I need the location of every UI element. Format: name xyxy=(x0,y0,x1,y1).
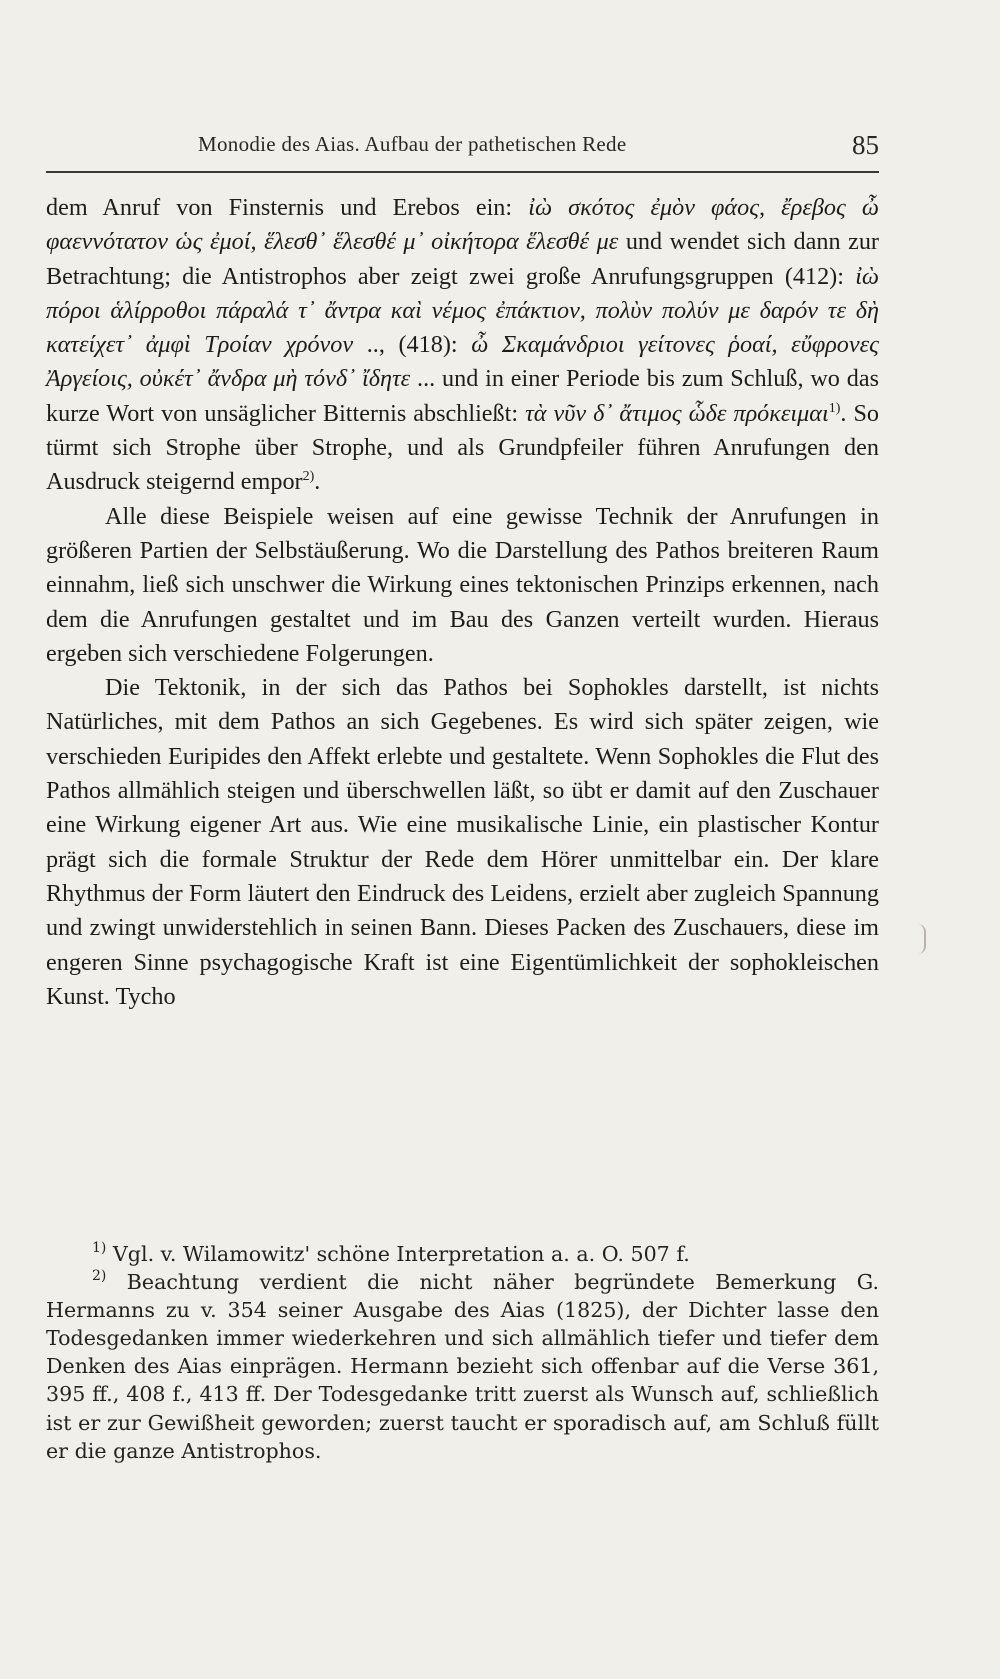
text-run: dem Anruf von Finsternis und Erebos ein: xyxy=(46,194,529,221)
page-header xyxy=(46,132,879,168)
greek-quote: τὰ νῦν δ᾽ ἄτιμος ὧδε πρόκειμαι xyxy=(525,399,829,427)
footnote-ref-2[interactable]: 2) xyxy=(302,469,315,485)
main-text xyxy=(46,191,879,1014)
page-number: 85 xyxy=(852,130,879,160)
text-run: und wendet sich dann zur Betrachtung; die Antistrophos aber zeigt zwei große Anrufungsgruppen (412): xyxy=(46,228,879,290)
footnote-marker: 1) xyxy=(92,1240,107,1256)
footnote-2 xyxy=(46,1268,879,1465)
footnotes xyxy=(46,1240,879,1465)
text-run: . xyxy=(314,468,321,496)
paragraph-2: Alle diese Beispiele weisen auf eine gewisse Technik der Anrufungen in größeren Partien der Selbstäußerung. Wo die Darstellung des Pathos breiteren Raum einnahm, ließ sich unschwer die Wirkung eines tektonischen Prinzips erkennen, nach dem die Anrufungen gestaltet und im Bau des Ganzen verteilt wurden. Hieraus ergeben sich verschiedene Folgerungen. xyxy=(46,502,879,667)
text-run: .., (418): xyxy=(353,331,472,359)
greek-quote: ἰὼ σκότος ἐμὸν φάος, ἔρεβος ὦ φαεννότατον ὡς ἐμοί, ἕλεσθ᾽ ἕλεσθέ μ᾽ οἰκήτορα ἕλεσθέ με xyxy=(46,194,879,256)
margin-bracket-mark xyxy=(918,924,926,954)
greek-quote: ἰὼ πόροι ἁλίρροθοι πάραλά τ᾽ ἄντρα καὶ νέμος ἐπάκτιον, πολὺν πολύν με δαρόν τε δὴ κατείχετ᾽ ἀμφὶ Τροίαν χρόνον xyxy=(46,262,879,359)
running-title: Monodie des Aias. Aufbau der pathetischen Rede xyxy=(198,132,627,156)
text-run: ... und in einer Periode bis zum Schluß, wo das kurze Wort von unsäglicher Bitternis abschließt: xyxy=(46,365,879,427)
footnote-ref-1[interactable]: 1) xyxy=(828,400,841,416)
header-rule xyxy=(46,171,879,173)
greek-quote: ὦ Σκαμάνδριοι γείτονες ῥοαί, εὔφρονες Ἀργείοις, οὐκέτ᾽ ἄνδρα μὴ τόνδ᾽ ἴδητε xyxy=(46,331,879,393)
footnote-1 xyxy=(46,1240,879,1268)
text-run: . So türmt sich Strophe über Strophe, und als Grundpfeiler führen Anrufungen den Ausdruck steigernd empor xyxy=(46,399,880,496)
paragraph-1 xyxy=(46,191,879,500)
paragraph-3: Die Tektonik, in der sich das Pathos bei Sophokles darstellt, ist nichts Natürliches, mit dem Pathos an sich Gegebenes. Es wird sich später zeigen, wie verschieden Euripides den Affekt erlebte und gestaltete. Wenn Sophokles die Flut des Pathos allmählich steigen und überschwellen läßt, so übt er damit auf den Zuschauer eine Wirkung eigener Art aus. Wie eine musikalische Linie, ein plastischer Kontur prägt sich die formale Struktur der Rede dem Hörer unmittelbar ein. Der klare Rhythmus der Form läutert den Eindruck des Leidens, erzielt aber zugleich Spannung und zwingt unwiderstehlich in seinen Bann. Dieses Packen des Zuschauers, diese im engeren Sinne psychagogische Kraft ist eine Eigentümlichkeit der sophokleischen Kunst. Tycho xyxy=(46,674,879,1010)
footnote-text: Vgl. v. Wilamowitz' schöne Interpretation a. a. O. 507 f. xyxy=(106,1242,690,1266)
footnote-marker: 2) xyxy=(92,1268,107,1285)
footnote-text: Beachtung verdient die nicht näher begründete Bemerkung G. Hermanns zu v. 354 seiner Ausgabe des Aias (1825), der Dichter lasse den Todesgedanken immer wiederkehren und sich allmählich tiefer und tiefer dem Denken des Aias einprägen. Hermann bezieht sich offenbar auf die Verse 361, 395 ff., 408 f., 413 ff. Der Todesgedanke tritt zuerst als Wunsch auf, schließlich ist er zur Gewißheit geworden; zuerst taucht er sporadisch auf, am Schluß füllt er die ganze Antistrophos. xyxy=(46,1270,879,1463)
